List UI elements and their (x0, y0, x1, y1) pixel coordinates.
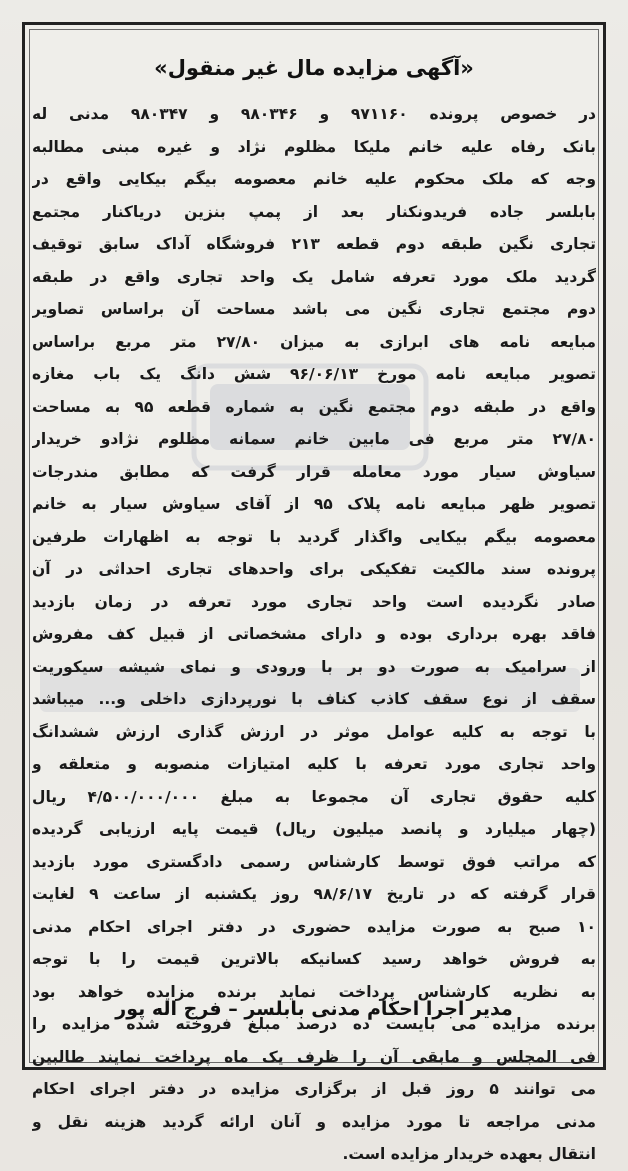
notice-line: می توانند ۵ روز قبل از برگزاری مزایده در دفتر اجرای احکام (32, 1080, 596, 1098)
notice-line: در خصوص پرونده ۹۷۱۱۶۰ و ۹۸۰۳۴۶ و ۹۸۰۳۴۷ مدنی له (32, 105, 596, 123)
notice-line: بابلسر جاده فریدونکنار بعد از پمپ بنزین دریاکنار مجتمع (32, 202, 596, 221)
notice-line: سقف از نوع سقف کاذب کناف با نورپردازی داخلی و... میباشد (32, 690, 596, 708)
notice-line: سیاوش سیار مورد معامله قرار گرفت که مطابق مندرجات (32, 462, 596, 481)
notice-line: مدنی مراجعه تا مورد مزایده و آنان ارائه گردید هزینه نقل و (32, 1112, 596, 1131)
notice-line: ۲۷/۸۰ متر مربع فی مابین خانم سمانه مظلوم نژادو خریدار (32, 430, 596, 448)
notice-line: تجاری نگین طبقه دوم قطعه ۲۱۳ فروشگاه آداک سابق توقیف (32, 235, 596, 253)
notice-line: برنده مزایده می بایست ده درصد مبلغ فروخته شده مزایده را (32, 1015, 596, 1033)
notice-line: تصویر مبایعه نامه مورخ ۹۶/۰۶/۱۳ شش دانگ یک باب مغازه (32, 365, 596, 383)
notice-line: مبایعه نامه های ابرازی به میزان ۲۷/۸۰ متر مربع براساس (32, 332, 596, 351)
notice-line: (چهار میلیارد و پانصد میلیون ریال) قیمت پایه ارزیابی گردیده (32, 820, 596, 838)
notice-title: «آگهی مزایده مال غیر منقول» (154, 56, 474, 80)
notice-line: به نظریه کارشناس پرداخت نماید برنده مزایده خواهد بود (32, 982, 596, 1001)
notice-line: فاقد بهره برداری بوده و دارای مشخصاتی از قبیل کف مفروش (32, 625, 596, 643)
notice-signature: مدیر اجرا احکام مدنی بابلسر – فرج اله پور (115, 998, 513, 1020)
notice-line: به فروش خواهد رسید کسانیکه بالاترین قیمت را با توجه (32, 950, 596, 968)
notice-line: تصویر ظهر مبایعه نامه پلاک ۹۵ از آقای سیاوش سیار به خانم (32, 495, 596, 513)
notice-line: گردید ملک مورد تعرفه شامل یک واحد تجاری واقع در طبقه (32, 267, 596, 286)
notice-line: پرونده سند مالکیت تفکیکی برای واحدهای تجاری احداثی در آن (32, 560, 596, 578)
notice-line: ۱۰ صبح به صورت مزایده حضوری در دفتر اجرای احکام مدنی (32, 917, 596, 936)
notice-line: با توجه به کلیه عوامل موثر در ارزش گذاری ارزش ششدانگ (32, 722, 596, 741)
notice-line: از سرامیک به صورت دو بر با ورودی و نمای شیشه سیکوریت (32, 657, 596, 676)
notice-line: قرار گرفته که در تاریخ ۹۸/۶/۱۷ روز یکشنبه از ساعت ۹ لغایت (32, 885, 596, 903)
notice-line: معصومه بیگم بیکایی واگذار گردید با توجه به اظهارات طرفین (32, 527, 596, 546)
notice-line: دوم مجتمع تجاری نگین می باشد مساحت آن براساس تصاویر (32, 300, 596, 318)
notice-line: وجه که ملک محکوم علیه خانم معصومه بیگم بیکایی واقع در (32, 170, 596, 188)
notice-line: بانک رفاه علیه خانم ملیکا مظلوم نژاد و غیره مبنی مطالبه (32, 137, 596, 156)
notice-line: فی المجلس و مابقی آن را ظرف یک ماه پرداخت نمایند طالبین (32, 1047, 596, 1066)
notice-line: کلیه حقوق تجاری آن مجموعا به مبلغ ۴/۵۰۰/۰۰۰/۰۰۰ ریال (32, 787, 596, 806)
notice-line: انتقال بعهده خریدار مزایده است. (342, 1145, 596, 1163)
notice-line: صادر نگردیده است واحد تجاری مورد تعرفه در زمان بازدید (32, 592, 596, 611)
notice-line: که مراتب فوق توسط کارشناس رسمی دادگستری مورد بازدید (32, 852, 596, 871)
notice-line: واحد تجاری مورد تعرفه با کلیه امتیازات منصوبه و متعلقه و (32, 755, 596, 773)
notice-line: واقع در طبقه دوم مجتمع نگین به شماره قطعه ۹۵ به مساحت (32, 397, 596, 416)
